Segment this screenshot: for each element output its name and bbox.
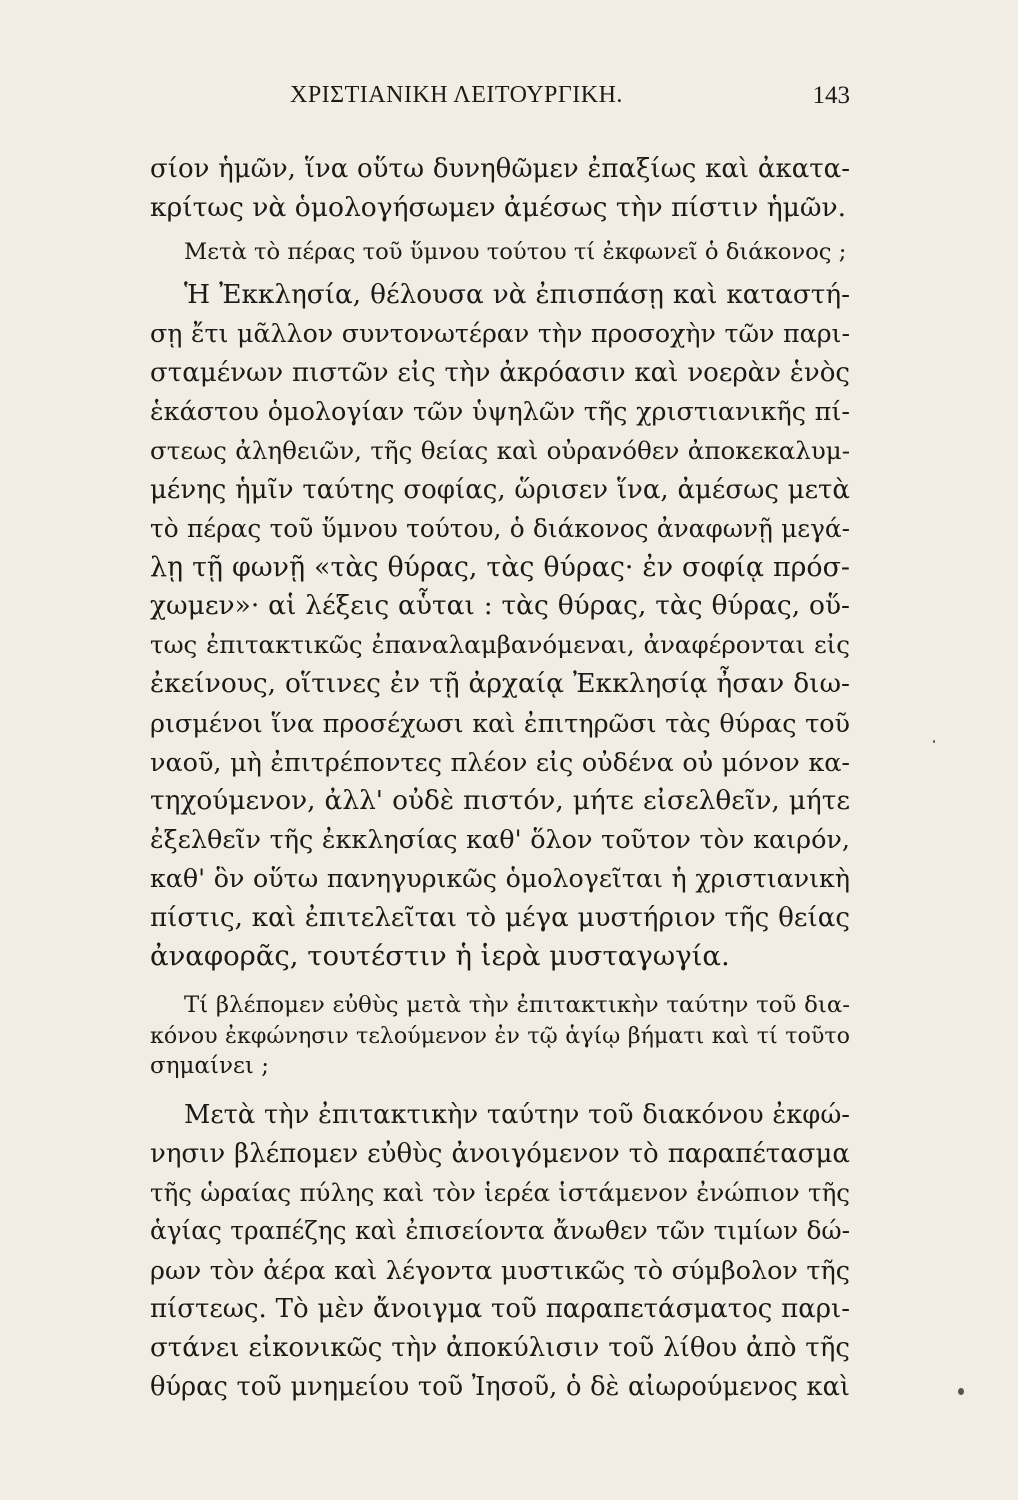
text-line: ἐκείνους, οἵτινες ἐν τῇ ἀρχαίᾳ Ἐκκλησίᾳ ἦσαν διω- — [150, 668, 850, 700]
text-line: νησιν βλέπομεν εὐθὺς ἀνοιγόμενον τὸ παραπέτασμα — [150, 1138, 850, 1169]
text-line: ρισμένοι ἵνα προσέχωσι καὶ ἐπιτηρῶσι τὰς θύρας τοῦ — [150, 708, 850, 739]
text-line: κρίτως νὰ ὁμολογήσωμεν ἀμέσως τὴν πίστιν ἡμῶν. — [150, 191, 847, 223]
text-line: στάνει εἰκονικῶς τὴν ἀποκύλισιν τοῦ λίθου ἀπὸ τῆς — [150, 1333, 850, 1364]
text-line: μένης ἡμῖν ταύτης σοφίας, ὥρισεν ἵνα, ἀμέσως μετὰ — [150, 474, 850, 505]
text-line: τηχούμενον, ἀλλ' οὐδὲ πιστόν, μήτε εἰσελθεῖν, μήτε — [150, 784, 850, 816]
question-paragraph — [150, 237, 850, 268]
body-text — [150, 150, 850, 1407]
text-line: τως ἐπιτακτικῶς ἐπαναλαμβανόμεναι, ἀναφέρονται εἰς — [150, 630, 850, 660]
text-line: πίστεως. Τὸ μὲν ἄνοιγμα τοῦ παραπετάσματος παρι- — [150, 1294, 850, 1325]
text-line: σίον ἡμῶν, ἵνα οὕτω δυνηθῶμεν ἐπαξίως καὶ ἀκατα- — [150, 154, 850, 184]
text-line: στεως ἀληθειῶν, τῆς θείας καὶ οὐρανόθεν ἀποκεκαλυμ- — [150, 435, 850, 465]
text-line: κόνου ἐκφώνησιν τελούμενον ἐν τῷ ἁγίῳ βήματι καὶ τί τοῦτο — [150, 1022, 850, 1049]
text-line: Ἡ Ἐκκλησία, θέλουσα νὰ ἐπισπάσῃ καὶ καταστή- — [184, 280, 850, 311]
running-head — [150, 82, 850, 118]
text-line: Μετὰ τὸ πέρας τοῦ ὕμνου τούτου τί ἐκφωνεῖ ὁ διάκονος ; — [184, 238, 847, 265]
answer-paragraph — [150, 276, 850, 976]
text-line: πίστις, καὶ ἐπιτελεῖται τὸ μέγα μυστήριον τῆς θείας — [150, 902, 850, 933]
text-line: ἀναφορᾶς, τουτέστιν ἡ ἱερὰ μυσταγωγία. — [150, 940, 730, 973]
running-title: ΧΡΙΣΤΙΑΝΙΚΗ ΛΕΙΤΟΥΡΓΙΚΗ. — [290, 82, 623, 108]
text-line: τῆς ὡραίας πύλης καὶ τὸν ἱερέα ἱστάμενον ἐνώπιον τῆς — [150, 1177, 850, 1207]
text-line: ἑκάστου ὁμολογίαν τῶν ὑψηλῶν τῆς χριστιανικῆς πί- — [150, 396, 850, 427]
text-line: χωμεν»· αἱ λέξεις αὗται : τὰς θύρας, τὰς θύρας, οὕ- — [150, 590, 850, 622]
text-line: σῃ ἔτι μᾶλλον συντονωτέραν τὴν προσοχὴν τῶν παρι- — [150, 319, 850, 349]
paragraph-continuation — [150, 150, 850, 228]
text-line: τὸ πέρας τοῦ ὕμνου τούτου, ὁ διάκονος ἀναφωνῇ μεγά- — [150, 513, 850, 543]
page-number: 143 — [812, 82, 850, 109]
answer-paragraph — [150, 1096, 850, 1407]
text-line: λῃ τῇ φωνῇ «τὰς θύρας, τὰς θύρας· ἐν σοφίᾳ πρόσ- — [150, 551, 850, 583]
paper-speck — [958, 1388, 964, 1395]
paper-speck — [933, 740, 935, 743]
text-line: ἐξελθεῖν τῆς ἐκκλησίας καθ' ὅλον τοῦτον τὸν καιρόν, — [150, 824, 850, 855]
text-line: ἁγίας τραπέζης καὶ ἐπισείοντα ἄνωθεν τῶν τιμίων δώ- — [150, 1216, 850, 1246]
text-line: Μετὰ τὴν ἐπιτακτικὴν ταύτην τοῦ διακόνου ἐκφώ- — [184, 1099, 850, 1130]
question-paragraph — [150, 990, 850, 1082]
text-line: σταμένων πιστῶν εἰς τὴν ἀκρόασιν καὶ νοερὰν ἑνὸς — [150, 358, 850, 389]
text-line: Τί βλέπομεν εὐθὺς μετὰ τὴν ἐπιτακτικὴν ταύτην τοῦ δια- — [184, 992, 850, 1019]
text-line: ναοῦ, μὴ ἐπιτρέποντες πλέον εἰς οὐδένα οὐ μόνον κα- — [150, 746, 850, 777]
text-line: θύρας τοῦ μνημείου τοῦ Ἰησοῦ, ὁ δὲ αἰωρούμενος καὶ — [150, 1372, 850, 1403]
text-line: σημαίνει ; — [150, 1053, 269, 1080]
text-line: ρων τὸν ἀέρα καὶ λέγοντα μυστικῶς τὸ σύμβολον τῆς — [150, 1255, 850, 1286]
text-line: καθ' ὃν οὕτω πανηγυρικῶς ὁμολογεῖται ἡ χριστιανικὴ — [150, 863, 850, 893]
